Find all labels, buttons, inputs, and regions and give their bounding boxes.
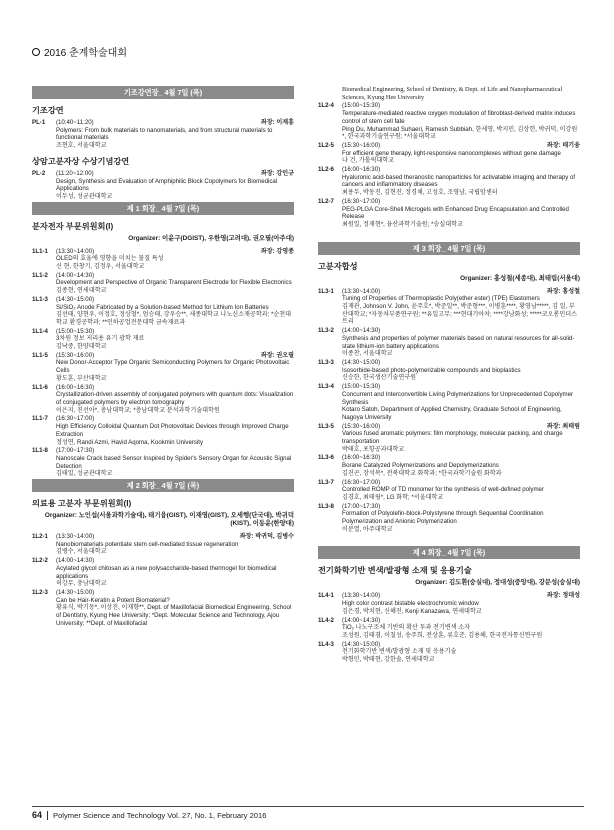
section-heading: 분자전자 부문위원회(I): [32, 221, 114, 231]
program-item: [32, 415, 294, 446]
talk-body: [342, 617, 580, 640]
talk-title: For efficient gene therapy, light-responsive nanocomplexes without gene damage: [342, 149, 561, 157]
talk-code: 1L4-1: [318, 592, 334, 600]
talk-time: (15:00~15:30): [342, 383, 381, 391]
talk-body: [342, 641, 580, 664]
program-item: [318, 641, 580, 664]
time-line: [56, 589, 294, 597]
chair: 좌장: 강영종: [260, 247, 294, 255]
organizer-line: Organizer: 홍성철(세종대), 최태림(서울대): [460, 274, 580, 282]
program-item: [318, 383, 580, 422]
program-item: [32, 272, 294, 295]
time-line: [56, 415, 294, 423]
section-heading: 고분자합성: [318, 261, 358, 271]
talk-title: Nanobiomaterials potentiate stem cell-mediated tissue regeneration: [56, 540, 239, 548]
program-item: [318, 454, 580, 477]
talk-time: (16:30~17:00): [342, 478, 381, 486]
talk-title: High Efficiency Colloidal Quantum Dot Photovoltaic Devices through Improved Charge Extraction: [56, 423, 289, 438]
talk-authors: 최용두, 박동진, 김현진, 정경채, 고성호, 조영남, 국립암센터: [342, 189, 498, 197]
footer-divider: [47, 811, 48, 820]
chair: 좌장: 이재흥: [260, 119, 294, 126]
talk-time: (14:30~15:00): [342, 640, 381, 648]
organizer-line: Organizer: 노인섭(서울과학기술대), 태기융(GIST), 이재영(GIST), 오세행(단국대), 박귀덕(KIST), 이동윤(한양대): [44, 512, 294, 528]
talk-time: (15:30~16:00): [342, 141, 381, 149]
program-item: [32, 384, 294, 415]
talk-authors: 이종찬, 서울대학교: [342, 350, 393, 358]
talk-authors: 김종현, 연세대학교: [56, 287, 107, 295]
program-item: [32, 170, 294, 201]
talk-authors: 김병수, 서울대학교: [56, 548, 107, 556]
talk-time: (13:30~14:00): [56, 533, 95, 541]
talk-time: (13:30~14:00): [56, 247, 95, 255]
session-bar: 제 4 회장_ 4월 7일 (목): [318, 546, 580, 559]
talk-title: PEG-PLGA Core-Shell Microgels with Enhanced Drug Encapsulation and Controlled Release: [342, 205, 569, 221]
section-heading: 기조강연: [32, 106, 64, 115]
talk-authors: 조현호, 서울대학교: [56, 142, 107, 150]
talk-title: Synthesis and properties of polymer materials based on natural resources for all-solid-state lithium-ion battery applications: [342, 334, 575, 350]
chair: 좌장: 태기융: [546, 141, 580, 149]
talk-time: (14:00~14:30): [342, 616, 381, 624]
talk-body: [56, 589, 294, 628]
talk-body: [342, 166, 580, 197]
talk-code: 1L3-1: [318, 287, 334, 295]
time-line: [342, 142, 580, 150]
program-item: [318, 592, 580, 615]
chair: 좌장: 권오필: [260, 351, 294, 359]
talk-authors: 황유식, 박기동*, 이상진, 이재향**, Dept. of Maxillofacial Biomedical Engineering, School of Dentistry, Kyung Hee University; *Dept. Molecular Science and Technology, Ajou University; **Dept. of Maxillofacial: [56, 604, 292, 627]
talk-title: Polymers: From bulk materials to nanomaterials, and from structural materials to functional materials: [56, 126, 273, 142]
program-item: [318, 102, 580, 141]
program-item: [318, 479, 580, 502]
talk-body: [56, 328, 294, 351]
talk-body: [342, 288, 580, 327]
time-line: [56, 384, 294, 392]
talk-authors: 조성원, 김태겸, 이칠성, 송주희, 전상훈, 류호준, 김용해, 한국전자통신연구원: [342, 631, 543, 639]
talk-code: 1L4-3: [318, 640, 334, 648]
talk-time: (15:30~16:00): [342, 422, 381, 430]
talk-title: Nanoscale Crack based Sensor Inspired by Spider's Sensory Organ for Acoustic Signal Detection: [56, 454, 292, 470]
section-heading: 전기화학기반 변색/발광형 소재 및 응용기술: [318, 566, 472, 576]
talk-time: (14:00~14:30): [56, 271, 95, 279]
talk-time: (13:30~14:00): [342, 287, 381, 295]
program-item: [318, 359, 580, 382]
talk-code: 1L2-4: [318, 102, 334, 110]
talk-code: 1L1-1: [32, 247, 48, 255]
talk-body: [342, 327, 580, 358]
talk-authors: 김진곤, 장석복*, 전북대학교 화학과; *한국과학기술원 화학과: [342, 469, 502, 477]
talk-title: Hyaluronic acid-based theranostic nanoparticles for activatable imaging and therapy of cancers and inflammatory diseases: [342, 173, 576, 189]
talk-body: [56, 248, 294, 271]
gap: [318, 534, 580, 546]
program-item: [32, 248, 294, 271]
talk-time: (16:00~16:30): [56, 383, 95, 391]
talk-time: (14:00~14:30): [56, 557, 95, 565]
talk-body: [56, 296, 294, 327]
program-item: [32, 352, 294, 383]
talk-body: [342, 454, 580, 477]
talk-authors: Ping Du, Muhammad Suhaeri, Ramesh Subbiah, 한세영, 박지민, 김상헌, 박귀덕, 이강원*, 한국과학기술연구원; *서울대학교: [342, 125, 578, 141]
program-item: [318, 198, 580, 229]
time-line: [342, 102, 580, 110]
section-heading: 상암고분자상 수상기념강연: [32, 156, 130, 166]
talk-authors: 김낙중, 한양대학교: [56, 343, 107, 351]
talk-title: Tuning of Properties of Thermoplastic Poly(ether ester) (TPE) Elastomers: [342, 295, 540, 303]
talk-code: 1L1-4: [32, 327, 48, 335]
section-heading: 의료용 고분자 부문위원회(I): [32, 499, 132, 509]
gap: [318, 230, 580, 242]
right-column: [318, 86, 580, 665]
talk-time: (16:00~16:30): [342, 454, 381, 462]
talk-title: 3차원 정보 저리용 유기 광학 재료: [56, 335, 145, 343]
talk-time: (13:30~14:00): [342, 592, 381, 600]
organizer-line: Organizer: 이윤구(DGIST), 우한영(고려대), 권오필(아주대): [128, 234, 294, 242]
page-number: 64: [32, 810, 43, 820]
program-item: [32, 328, 294, 351]
talk-time: (10:40~11:20): [56, 119, 94, 126]
talk-body: [342, 359, 580, 382]
talk-body: [342, 142, 580, 165]
chair: 좌장: 정대성: [546, 592, 580, 600]
talk-body: [56, 352, 294, 383]
talk-title: Acylated glycol chitosan as a new polysaccharide-based thermogel for biomedical applications: [56, 564, 277, 580]
program-item: [318, 166, 580, 197]
talk-title: Development and Perspective of Organic Transparent Electrode for Flexible Electronics: [56, 279, 292, 287]
talk-body: [342, 383, 580, 422]
time-line: [342, 592, 580, 600]
talk-time: (17:00~17:30): [56, 447, 95, 455]
talk-time: (16:30~17:00): [342, 197, 381, 205]
session-bar: 제 3 회장_ 4월 7일 (목): [318, 242, 580, 255]
talk-authors: Kotaro Satoh, Department of Applied Chemistry, Graduate School of Engineering, Nagoya University: [342, 406, 562, 421]
talk-body: [56, 119, 294, 150]
talk-body: [56, 415, 294, 446]
session-bar: 제 2 회장_ 4월 7일 (목): [32, 479, 294, 492]
talk-code: 1L3-6: [318, 454, 334, 462]
talk-authors: 이두성, 성균관대학교: [56, 192, 113, 200]
talk-body: [342, 423, 580, 454]
session-bar: 기조강연장_ 4월 7일 (목): [32, 86, 294, 99]
talk-title: Si/SiO₂ Anode Fabricated by a Solution-based Method for Lithium Ion Batteries: [56, 303, 269, 311]
page-footer: [32, 806, 584, 820]
chair: 좌장: 박귀덕, 김병수: [239, 533, 294, 541]
time-line: [342, 198, 580, 206]
talk-authors: 황도훈, 부산대학교: [56, 374, 107, 382]
talk-authors: 김은경, 박치현, 신혜진, Kenji Kanazawa, 연세대학교: [342, 607, 482, 615]
talk-code: 1L1-2: [32, 271, 48, 279]
program-item: [318, 503, 580, 534]
talk-code: 1L3-4: [318, 383, 334, 391]
talk-code: 1L2-2: [32, 557, 48, 565]
talk-body: [56, 272, 294, 295]
chair: 좌장: 최태림: [546, 422, 580, 430]
program-item: [318, 142, 580, 165]
talk-authors: 김재관, Johnson V. John, 윤주호*, 박준일**, 박준형***, 이병훈****, 황영남*****, 김 일, 부산대학교; *자동차부품연구원; **유일고무; ***현대기아차; ****강남화성; *****코오롱인더스트리: [342, 303, 577, 326]
time-line: [342, 383, 580, 391]
time-line: [342, 359, 580, 367]
time-line: [342, 166, 580, 174]
talk-title: Formation of Polyolefin-block-Polystyrene through Sequential Coordination Polymerization and Anionic Polymerization: [342, 510, 544, 526]
time-line: [56, 119, 294, 127]
talk-code: 1L2-6: [318, 166, 334, 174]
talk-body: [56, 384, 294, 415]
talk-code: 1L4-2: [318, 616, 334, 624]
talk-title: Design, Synthesis and Evaluation of Amphiphilic Block Copolymers for Biomedical Applications: [56, 177, 278, 193]
talk-authors: 김선태, 양현우, 이정호, 정상철*, 엄승태, 강우승**, 세종대학교 나노신소재공학과; *순천대학교 환경공학과; **인하공업전문대학 금속재료과: [56, 311, 292, 326]
page-header: [32, 44, 127, 59]
talk-body: [342, 102, 580, 141]
organizer-line: Organizer: 김도환(숭실대), 정대성(중앙대), 강문성(숭실대): [415, 579, 580, 587]
talk-time: (14:00~14:30): [342, 327, 381, 335]
continued-authors: Biomedical Engineering, School of Dentistry, & Dept. of Life and Nanopharmaceutical Sciences, Kyung Hee University: [342, 86, 563, 101]
talk-time: (17:00~17:30): [342, 502, 381, 510]
talk-code: 1L1-5: [32, 351, 48, 359]
talk-title: Controlled ROMP of TD monomer for the synthesis of well-defined polymer: [342, 486, 544, 494]
talk-time: (15:30~16:00): [56, 351, 95, 359]
talk-authors: 박형민, 박태현, 강한솔, 연세대학교: [342, 656, 435, 664]
program-item: [318, 617, 580, 640]
program-item: [318, 423, 580, 454]
talk-code: 1L3-5: [318, 422, 334, 430]
talk-code: 1L3-3: [318, 358, 334, 366]
header-title: 2016 춘계학술대회: [44, 48, 127, 59]
talk-code: 1L3-8: [318, 502, 334, 510]
time-line: [342, 423, 580, 431]
time-line: [342, 503, 580, 511]
talk-authors: 신 현, 한창기, 김정우, 서울대학교: [56, 263, 145, 271]
talk-authors: 신승한, 한국생산기술연구원: [342, 374, 417, 382]
talk-code: 1L1-6: [32, 383, 48, 391]
talk-time: (14:30~15:00): [342, 358, 381, 366]
talk-title: Various fused aromatic polymers: film morphology, molecular packing, and charge transportation: [342, 430, 563, 446]
talk-code: 1L1-8: [32, 447, 48, 455]
session-bar: 제 1 회장_ 4월 7일 (목): [32, 202, 294, 215]
talk-body: [342, 198, 580, 229]
talk-title: Temperature-mediated reactive oxygen modulation of fibroblast-derived matrix induces control of stem cell fate: [342, 110, 576, 125]
talk-code: 1L2-7: [318, 197, 334, 205]
talk-authors: 이은지, 진선아*, 충남대학교; *충남대학교 분석과학기술대학원: [56, 406, 220, 414]
chair: 좌장: 홍성철: [546, 287, 580, 295]
talk-time: (15:00~15:30): [342, 102, 381, 110]
talk-body: [56, 533, 294, 556]
talk-authors: 정성연, Randi Azmi, Havid Aqoma, Kookmin University: [56, 438, 204, 446]
talk-code: 1L1-3: [32, 295, 48, 303]
talk-authors: 김경호, 최태림*, LG 화학; *서울대학교: [342, 493, 444, 501]
talk-title: 전기화학기반 변색/발광형 소재 및 응용기술: [342, 648, 457, 656]
talk-time: (14:30~15:00): [56, 588, 95, 596]
talk-authors: 박태호, 포항공과대학교: [342, 445, 405, 453]
talk-title: TiO₂ 나노구조체 기반의 확산 투과 전기변색 소자: [342, 624, 471, 632]
program-item: [32, 447, 294, 478]
talk-body: [56, 170, 294, 201]
talk-code: PL-2: [32, 169, 46, 177]
chair: 좌장: 강인규: [260, 169, 294, 177]
talk-title: Isosorbide-based photo-polymerizable compounds and bioplastics: [342, 366, 521, 374]
circle-bullet-icon: [32, 48, 40, 56]
program-item: [318, 288, 580, 327]
talk-title: Concurrent and Interconvertible Living Polymerizations for Unprecedented Copolymer Synthesis: [342, 390, 574, 406]
time-line: [56, 272, 294, 280]
talk-title: High color contrast bistable electrochromic window: [342, 600, 479, 608]
talk-code: 1L3-2: [318, 327, 334, 335]
program-item: [32, 589, 294, 628]
talk-time: (15:00~15:30): [56, 327, 95, 335]
talk-authors: 나 건, 가톨릭대학교: [342, 157, 395, 165]
time-line: [342, 288, 580, 296]
talk-code: 1L3-7: [318, 478, 334, 486]
program-item: [32, 119, 294, 150]
talk-body: [56, 557, 294, 588]
talk-code: 1L2-1: [32, 533, 48, 541]
talk-time: (16:30~17:00): [56, 415, 95, 423]
talk-code: 1L2-3: [32, 588, 48, 596]
program-item: [32, 296, 294, 327]
time-line: [56, 533, 294, 541]
journal-info: Polymer Science and Technology Vol. 27, No. 1, February 2016: [53, 810, 267, 820]
talk-code: 1L1-7: [32, 415, 48, 423]
time-line: [56, 352, 294, 360]
time-line: [342, 454, 580, 462]
talk-code: 1L2-5: [318, 141, 334, 149]
program-item: [318, 327, 580, 358]
program-item: [32, 557, 294, 588]
talk-time: (16:00~16:30): [342, 166, 381, 174]
time-line: [342, 327, 580, 335]
time-line: [56, 557, 294, 565]
time-line: [342, 479, 580, 487]
time-line: [56, 170, 294, 178]
talk-body: [342, 592, 580, 615]
talk-authors: 이분열, 아주대학교: [342, 525, 393, 533]
talk-body: [342, 479, 580, 502]
program-item: [32, 533, 294, 556]
talk-title: OLED의 효율에 영향을 미치는 물질 특성: [56, 255, 164, 263]
time-line: [56, 447, 294, 455]
talk-authors: 김태일, 성균관대학교: [56, 470, 113, 478]
talk-title: Crystallization-driven assembly of conjugated polymers with quantum dots: Visualization of conjugated polymers by electron tomography: [56, 391, 294, 406]
talk-title: Can be Hair-Keratin a Potent Biomaterial?: [56, 596, 170, 604]
talk-authors: 최원일, 정재현*, 융산과학기술원; *숭실대학교: [342, 220, 463, 228]
talk-title: New Donor-Acceptor Type Organic Semiconducting Polymers for Organic Photovoltaic Cells: [56, 359, 290, 375]
talk-code: PL-1: [32, 119, 46, 126]
talk-time: (14:30~15:00): [56, 295, 95, 303]
talk-authors: 허강무, 충남대학교: [56, 580, 107, 588]
left-column: [32, 86, 294, 628]
talk-body: [342, 503, 580, 534]
talk-body: [56, 447, 294, 478]
time-line: [56, 296, 294, 304]
talk-time: (11:20~12:00): [56, 169, 94, 177]
talk-title: Borane Catalyzed Polymerizations and Depolymerizations: [342, 462, 499, 470]
